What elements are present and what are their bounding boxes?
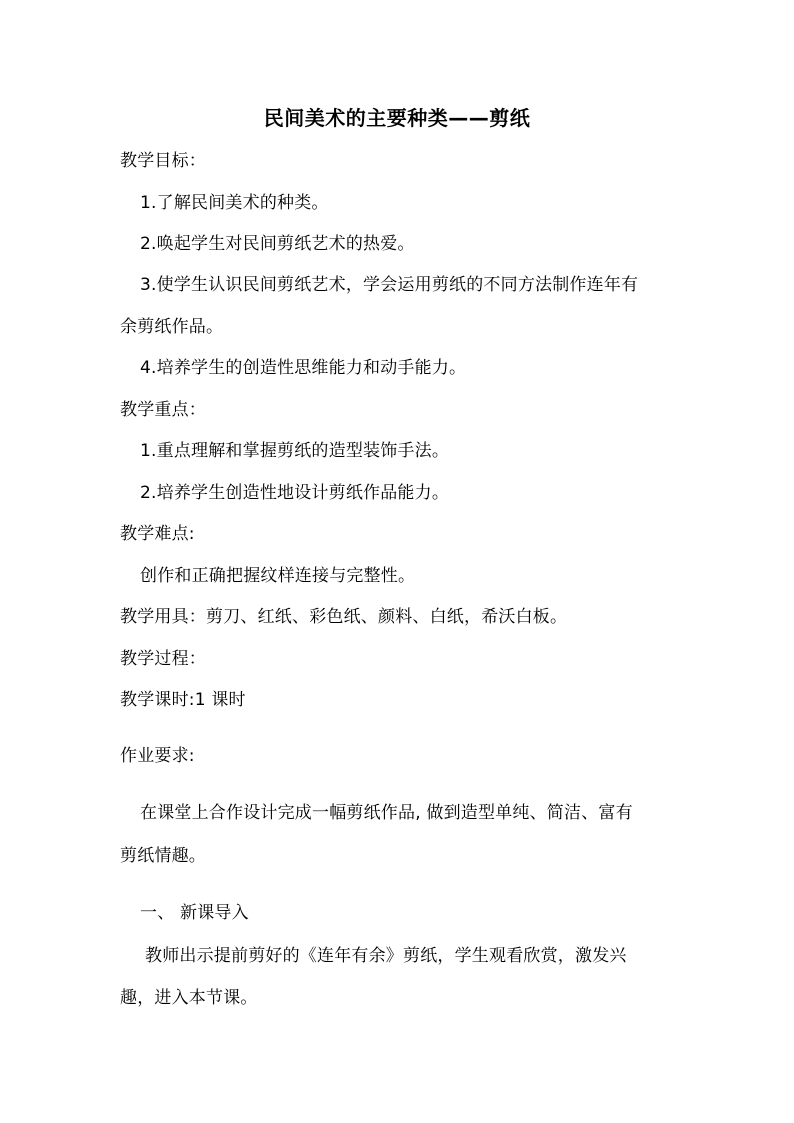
page-title: 民间美术的主要种类——剪纸 — [263, 106, 531, 130]
objective-item-1: 1.了解民间美术的种类。 — [140, 193, 329, 213]
key-point-item-1: 1.重点理解和掌握剪纸的造型装饰手法。 — [140, 441, 450, 461]
process-heading: 教学过程： — [120, 649, 206, 669]
objectives-heading: 教学目标： — [120, 151, 206, 171]
objective-item-3-line-1: 3.使学生认识民间剪纸艺术，学会运用剪纸的不同方法制作连年有 — [140, 275, 639, 295]
homework-line-2: 剪纸情趣。 — [120, 846, 206, 866]
objective-item-4: 4.培养学生的创造性思维能力和动手能力。 — [140, 358, 467, 378]
teaching-duration: 教学课时:1 课时 — [120, 690, 246, 710]
key-point-item-2: 2.培养学生创造性地设计剪纸作品能力。 — [140, 483, 450, 503]
section-1-line-2: 趣，进入本节课。 — [120, 988, 258, 1008]
difficulties-text: 创作和正确把握纹样连接与完整性。 — [140, 566, 416, 586]
objective-item-2: 2.唤起学生对民间剪纸艺术的热爱。 — [140, 234, 415, 254]
teaching-tools: 教学用具：剪刀、红纸、彩色纸、颜料、白纸，希沃白板。 — [120, 607, 568, 627]
section-1-heading: 一、 新课导入 — [140, 903, 249, 923]
key-points-heading: 教学重点： — [120, 400, 206, 420]
objective-item-3-line-2: 余剪纸作品。 — [120, 317, 224, 337]
homework-line-1: 在课堂上合作设计完成一幅剪纸作品, 做到造型单纯、简洁、富有 — [140, 803, 633, 823]
section-1-line-1: 教师出示提前剪好的《连年有余》剪纸，学生观看欣赏，激发兴 — [145, 946, 627, 966]
difficulties-heading: 教学难点: — [120, 524, 195, 544]
homework-heading: 作业要求: — [120, 746, 195, 766]
